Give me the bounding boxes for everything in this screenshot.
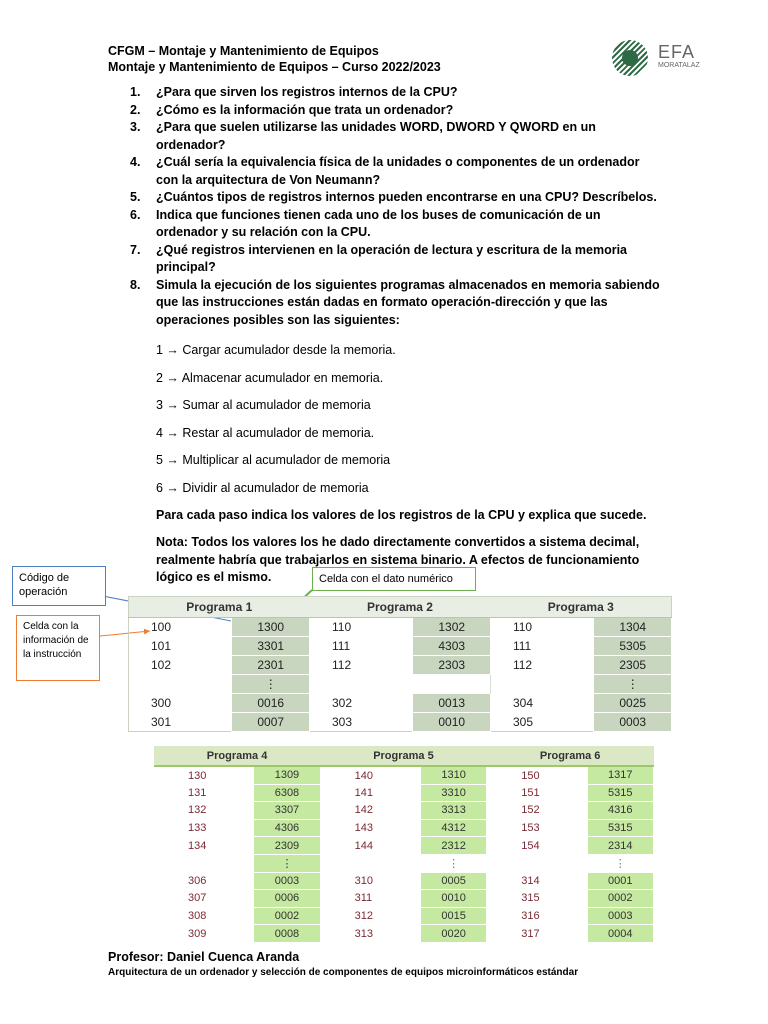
operation-2: 2 → Almacenar acumulador en memoria. bbox=[156, 371, 384, 385]
question-number: 2. bbox=[130, 102, 141, 117]
nota-paragraph: Nota: Todos los valores los he dado directamente convertidos a sistema decimal, realmente habría que trabajarlos en sistema binario. A efectos de funcionamiento lógico es el mismo. bbox=[156, 535, 640, 584]
value-cell: 5305 bbox=[594, 637, 672, 656]
table-row bbox=[154, 784, 654, 802]
table-row bbox=[129, 637, 672, 656]
table-row bbox=[129, 618, 672, 637]
table-header: Programa 1 bbox=[129, 597, 310, 618]
value-cell: 6308 bbox=[254, 784, 320, 802]
table-row bbox=[154, 837, 654, 855]
callout-codigo: Código de operación bbox=[12, 566, 106, 606]
table-row bbox=[154, 890, 654, 908]
value-cell: 2309 bbox=[254, 837, 320, 855]
question-text: ¿Para que sirven los registros internos de la CPU? bbox=[156, 85, 458, 99]
table-header: Programa 6 bbox=[487, 746, 654, 766]
question-text: Indica que funciones tienen cada uno de los buses de comunicación de un ordenador y su relación con la CPU. bbox=[156, 207, 601, 239]
logo-subtext: MORATALAZ bbox=[658, 62, 700, 69]
footer-module: Arquitectura de un ordenador y selección de componentes de equipos microinformáticos estándar bbox=[108, 967, 579, 978]
question-text: ¿Qué registros intervienen en la operación de lectura y escritura de la memoria principal? bbox=[156, 242, 628, 274]
value-cell: 2305 bbox=[594, 656, 672, 675]
value-cell: 3307 bbox=[254, 802, 320, 820]
address-cell: 313 bbox=[354, 927, 373, 940]
question-text: ¿Cuántos tipos de registros internos pueden encontrarse en una CPU? Descríbelos. bbox=[156, 190, 657, 204]
value-cell: 0003 bbox=[587, 907, 653, 925]
address-cell: 132 bbox=[188, 804, 207, 817]
address-cell: 309 bbox=[188, 927, 207, 940]
value-cell: 1317 bbox=[587, 766, 653, 784]
value-cell: 0010 bbox=[413, 713, 491, 732]
value-cell: 0006 bbox=[254, 890, 320, 908]
address-cell: 143 bbox=[354, 822, 373, 835]
callout-celda-info: Celda con la información de la instrucción bbox=[16, 615, 100, 681]
question-number: 8. bbox=[130, 277, 141, 292]
value-cell: 1310 bbox=[420, 766, 486, 784]
ellipsis: ⋮ bbox=[614, 857, 626, 870]
table-row bbox=[129, 694, 672, 713]
table-row bbox=[129, 656, 672, 675]
question-text: ¿Cómo es la información que trata un ordenador? bbox=[156, 102, 454, 117]
address-cell: 317 bbox=[521, 927, 540, 940]
question-text: Simula la ejecución de los siguientes programas almacenados en memoria sabiendo que las instrucciones están dadas en formato operación-dirección y que las operaciones posibles son las siguientes: bbox=[156, 277, 660, 327]
ellipsis-row bbox=[129, 675, 672, 694]
address-cell: 151 bbox=[521, 786, 540, 799]
table-row bbox=[154, 907, 654, 925]
value-cell: 1304 bbox=[594, 618, 672, 637]
value-cell: 0001 bbox=[587, 872, 653, 890]
address-cell: 301 bbox=[151, 714, 172, 729]
address-cell: 314 bbox=[521, 874, 540, 887]
program-table-1-3 bbox=[128, 596, 672, 732]
address-cell: 112 bbox=[490, 656, 593, 675]
value-cell: 2301 bbox=[232, 656, 310, 675]
question-text: ¿Cuál sería la equivalencia física de la unidades o componentes de un ordenador con la arquitectura de Von Neumann? bbox=[156, 155, 640, 187]
table-row bbox=[154, 925, 654, 943]
value-cell: 5315 bbox=[587, 819, 653, 837]
address-cell: 110 bbox=[309, 618, 412, 637]
address-cell: 312 bbox=[354, 910, 373, 923]
table-header: Programa 2 bbox=[309, 597, 490, 618]
address-cell: 112 bbox=[309, 656, 412, 675]
ellipsis: ⋮ bbox=[448, 857, 460, 870]
address-cell: 306 bbox=[188, 874, 207, 887]
address-cell: 102 bbox=[151, 658, 172, 672]
value-cell: 0003 bbox=[594, 713, 672, 732]
value-cell: 0020 bbox=[420, 925, 486, 943]
value-cell: 4303 bbox=[413, 637, 491, 656]
value-cell: 0003 bbox=[254, 872, 320, 890]
table-row bbox=[154, 802, 654, 820]
address-cell: 101 bbox=[151, 639, 172, 653]
address-cell: 307 bbox=[188, 892, 207, 905]
value-cell: 1302 bbox=[413, 618, 491, 637]
table-row bbox=[129, 713, 672, 732]
value-cell: 4306 bbox=[254, 819, 320, 837]
address-cell: 100 bbox=[151, 620, 172, 635]
table-row bbox=[154, 766, 654, 784]
address-cell: 150 bbox=[521, 769, 540, 782]
address-cell: 316 bbox=[521, 910, 540, 923]
value-cell: 0025 bbox=[594, 694, 672, 713]
table-header: Programa 3 bbox=[490, 597, 671, 618]
logo-text: EFA bbox=[658, 42, 696, 62]
value-cell: 3301 bbox=[232, 637, 310, 656]
value-cell: 0010 bbox=[420, 890, 486, 908]
table-header: Programa 5 bbox=[320, 746, 487, 766]
address-cell: 315 bbox=[521, 892, 540, 905]
operation-1: 1 → Cargar acumulador desde la memoria. bbox=[156, 343, 396, 357]
ellipsis: ⋮ bbox=[594, 675, 672, 694]
value-cell: 0004 bbox=[587, 925, 653, 943]
table-header: Programa 4 bbox=[154, 746, 320, 766]
value-cell: 0002 bbox=[587, 890, 653, 908]
value-cell: 2312 bbox=[420, 837, 486, 855]
value-cell: 0005 bbox=[420, 872, 486, 890]
address-cell: 302 bbox=[309, 694, 412, 713]
address-cell: 305 bbox=[490, 713, 593, 732]
value-cell: 1309 bbox=[254, 766, 320, 784]
value-cell: 0013 bbox=[413, 694, 491, 713]
value-cell: 0015 bbox=[420, 907, 486, 925]
operation-3: 3 → Sumar al acumulador de memoria bbox=[156, 398, 371, 412]
value-cell: 4316 bbox=[587, 802, 653, 820]
operation-4: 4 → Restar al acumulador de memoria. bbox=[156, 426, 375, 440]
address-cell: 142 bbox=[354, 804, 373, 817]
table-row bbox=[154, 872, 654, 890]
ellipsis: ⋮ bbox=[232, 675, 310, 694]
address-cell: 111 bbox=[309, 637, 412, 656]
question-number: 6. bbox=[130, 207, 141, 222]
value-cell: 2303 bbox=[413, 656, 491, 675]
program-table-4-6 bbox=[154, 746, 654, 943]
address-cell: 130 bbox=[188, 769, 207, 782]
value-cell: 4312 bbox=[420, 819, 486, 837]
header-year: Montaje y Mantenimiento de Equipos – Curso 2022/2023 bbox=[108, 60, 441, 74]
address-cell: 144 bbox=[354, 839, 373, 852]
value-cell: 0016 bbox=[232, 694, 310, 713]
address-cell: 304 bbox=[490, 694, 593, 713]
footer-professor: Profesor: Daniel Cuenca Aranda bbox=[108, 950, 300, 964]
address-cell: 303 bbox=[309, 713, 412, 732]
address-cell: 110 bbox=[490, 618, 593, 637]
value-cell: 0007 bbox=[232, 713, 310, 732]
address-cell: 133 bbox=[188, 822, 207, 835]
ellipsis: ⋮ bbox=[254, 854, 320, 872]
question-number: 3. bbox=[130, 120, 141, 134]
table-row bbox=[154, 819, 654, 837]
address-cell: 308 bbox=[188, 910, 207, 923]
address-cell: 311 bbox=[354, 892, 373, 905]
address-cell: 131 bbox=[188, 786, 207, 799]
question-number: 4. bbox=[130, 155, 141, 169]
address-cell: 134 bbox=[188, 839, 207, 852]
ellipsis-row bbox=[154, 854, 654, 872]
callout-celda-dato: Celda con el dato numérico bbox=[312, 567, 476, 591]
address-cell: 111 bbox=[490, 637, 593, 656]
question-text: ¿Para que suelen utilizarse las unidades WORD, DWORD Y QWORD en un ordenador? bbox=[156, 120, 596, 152]
address-cell: 140 bbox=[354, 769, 373, 782]
question-number: 5. bbox=[130, 190, 141, 204]
value-cell: 3313 bbox=[420, 802, 486, 820]
address-cell: 153 bbox=[521, 822, 540, 835]
operation-5: 5 → Multiplicar al acumulador de memoria bbox=[156, 453, 391, 467]
address-cell: 310 bbox=[354, 874, 373, 887]
value-cell: 2314 bbox=[587, 837, 653, 855]
operation-6: 6 → Dividir al acumulador de memoria bbox=[156, 481, 369, 495]
address-cell: 152 bbox=[521, 804, 540, 817]
address-cell: 300 bbox=[151, 696, 172, 710]
header-course: CFGM – Montaje y Mantenimiento de Equipos bbox=[108, 44, 379, 58]
question-number: 7. bbox=[130, 242, 141, 257]
address-cell: 141 bbox=[354, 786, 373, 799]
value-cell: 1300 bbox=[232, 618, 310, 637]
value-cell: 0008 bbox=[254, 925, 320, 943]
instruction-paragraph: Para cada paso indica los valores de los registros de la CPU y explica que sucede. bbox=[156, 508, 647, 522]
value-cell: 5315 bbox=[587, 784, 653, 802]
value-cell: 3310 bbox=[420, 784, 486, 802]
question-number: 1. bbox=[130, 85, 141, 99]
address-cell: 154 bbox=[521, 839, 540, 852]
value-cell: 0002 bbox=[254, 907, 320, 925]
